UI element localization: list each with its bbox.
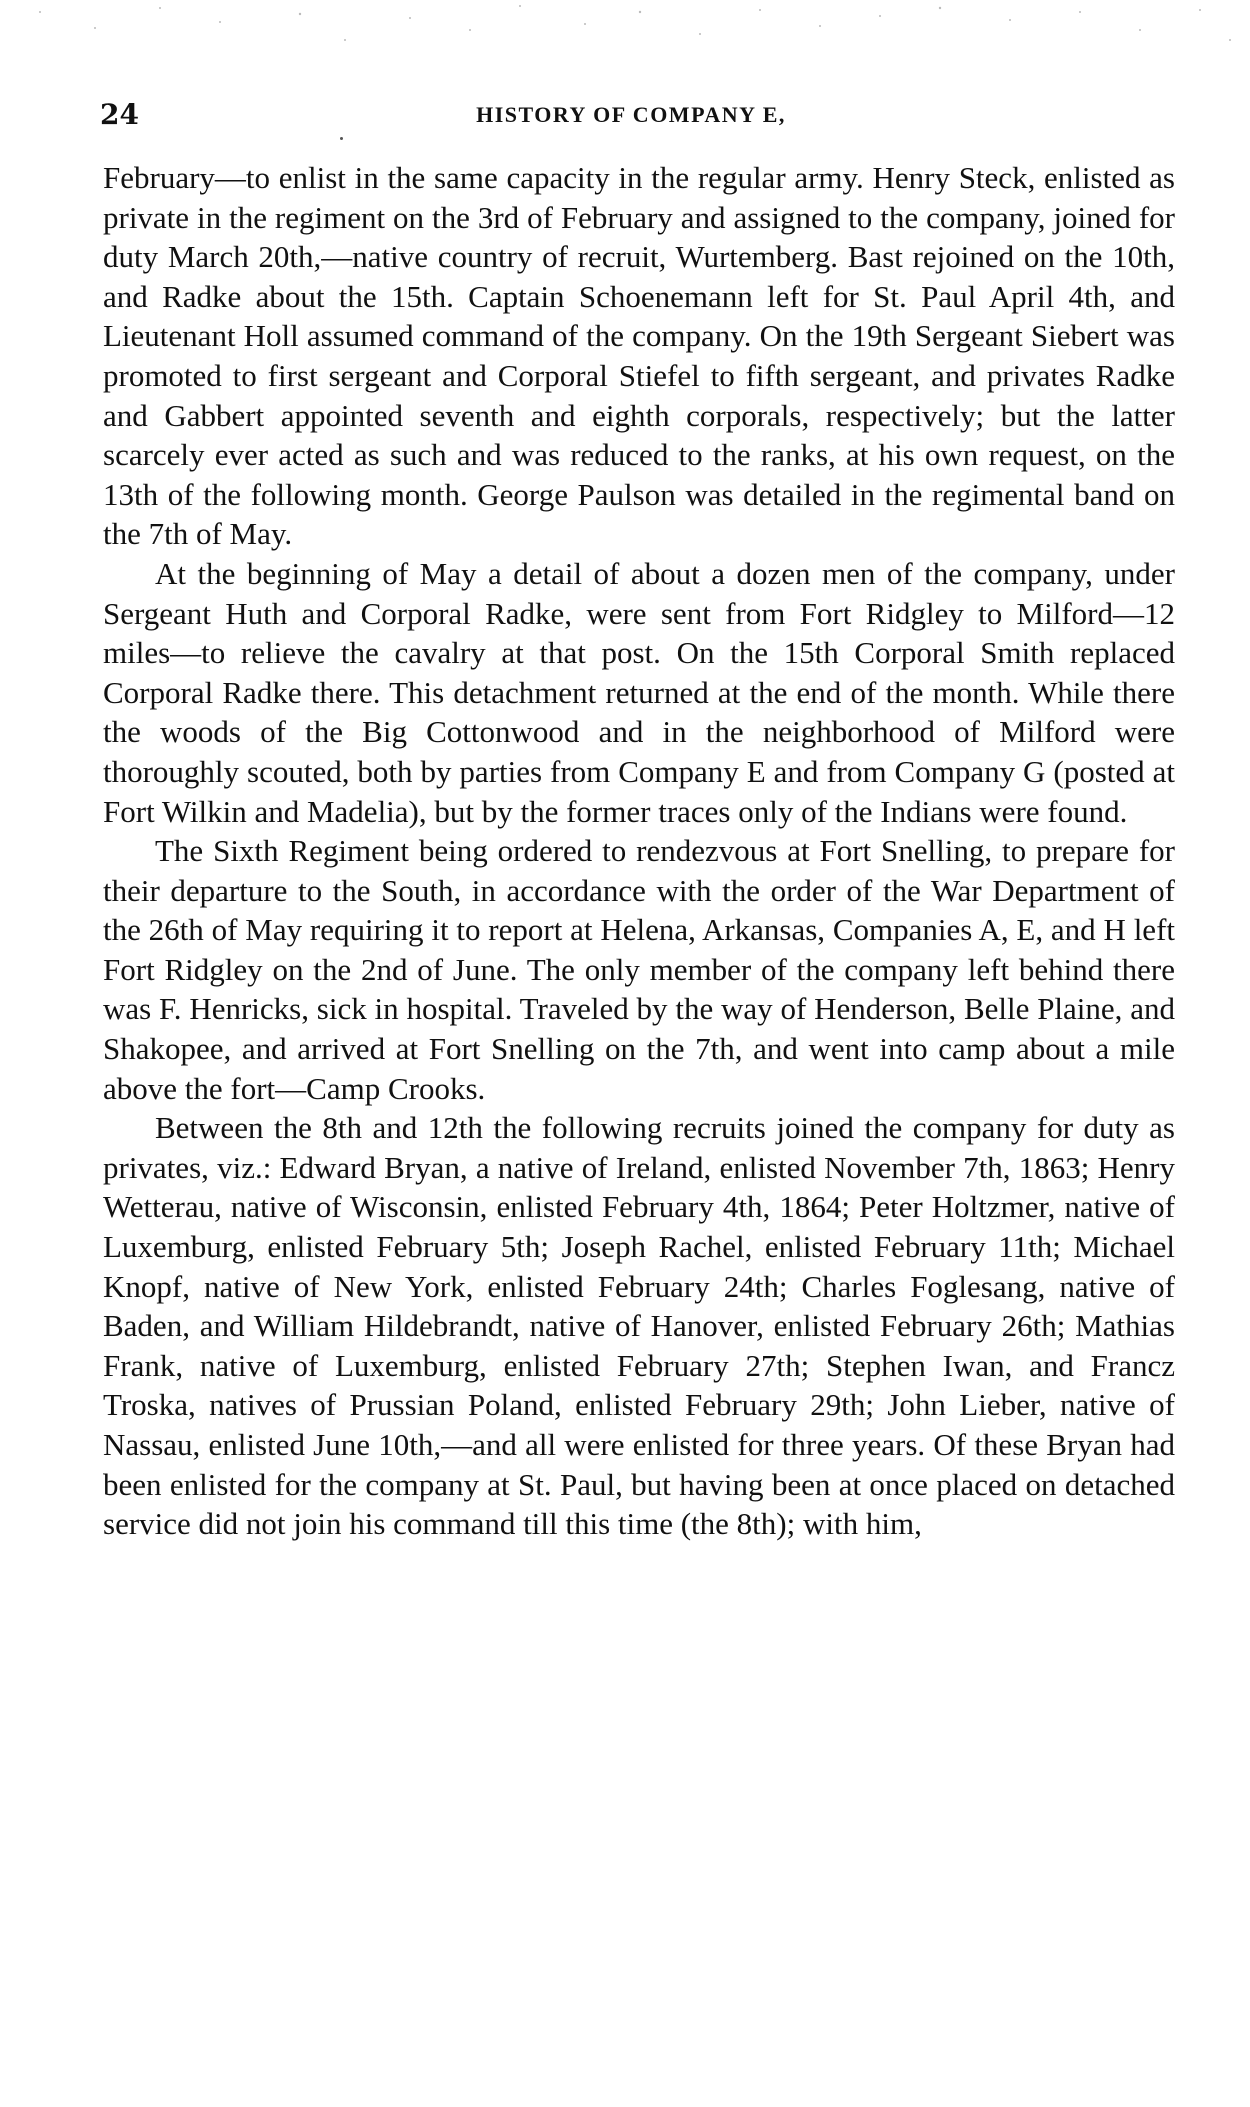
running-head: HISTORY OF COMPANY E, bbox=[476, 102, 786, 127]
ink-dot bbox=[340, 137, 343, 140]
paragraph: Between the 8th and 12th the following recruits joined the company for duty as privates, viz.: Edward Bryan, a native of Ireland, enlisted November 7th, 1863; Henry Wetterau, native of Wisconsin, enlisted February 4th, 1864; Peter Holtzmer, native of Luxemburg, enlisted February 5th; Joseph Rachel, enlisted February 11th; Michael Knopf, native of New York, enlisted February 24th; Charles Foglesang, native of Baden, and William Hildebrandt, native of Hanover, enlisted February 26th; Mathias Frank, native of Luxemburg, enlisted February 27th; Stephen Iwan, and Francz Troska, natives of Prussian Poland, enlisted February 29th; John Lieber, native of Nassau, enlisted June 10th,—and all were enlisted for three years. Of these Bryan had been enlisted for the company at St. Paul, but having been at once placed on detached service did not join his command till this time (the 8th); with him, bbox=[103, 1110, 1175, 1542]
paragraph: The Sixth Regiment being ordered to rendezvous at Fort Snelling, to prepare for their departure to the South, in accordance with the order of the War Department of the 26th of May requiring it to report at Helena, Arkansas, Companies A, E, and H left Fort Ridgley on the 2nd of June. The only member of the company left behind there was F. Henricks, sick in hospital. Traveled by the way of Henderson, Belle Plaine, and Shakopee, and arrived at Fort Snelling on the 7th, and went into camp about a mile above the fort—Camp Crooks. bbox=[103, 833, 1175, 1106]
page-number: 24 bbox=[100, 98, 139, 131]
body-text bbox=[103, 158, 1175, 1544]
page-header bbox=[100, 95, 1162, 135]
paragraph: February—to enlist in the same capacity in the regular army. Henry Steck, enlisted as private in the regiment on the 3rd of February and assigned to the company, joined for duty March 20th,—native country of recruit, Wurtemberg. Bast rejoined on the 10th, and Radke about the 15th. Captain Schoenemann left for St. Paul April 4th, and Lieutenant Holl assumed command of the company. On the 19th Sergeant Siebert was promoted to first sergeant and Corporal Stiefel to fifth sergeant, and privates Radke and Gabbert appointed seventh and eighth corporals, respectively; but the latter scarcely ever acted as such and was reduced to the ranks, at his own request, on the 13th of the following month. George Paulson was detailed in the regimental band on the 7th of May. bbox=[103, 160, 1175, 552]
scan-speckle-noise bbox=[0, 0, 1250, 70]
paragraph: At the beginning of May a detail of about a dozen men of the company, under Sergeant Huth and Corporal Radke, were sent from Fort Ridgley to Milford—12 miles—to relieve the cavalry at that post. On the 15th Corporal Smith replaced Corporal Radke there. This detachment returned at the end of the month. While there the woods of the Big Cottonwood and in the neighborhood of Milford were thoroughly scouted, both by parties from Company E and from Company G (posted at Fort Wilkin and Madelia), but by the former traces only of the Indians were found. bbox=[103, 555, 1175, 829]
